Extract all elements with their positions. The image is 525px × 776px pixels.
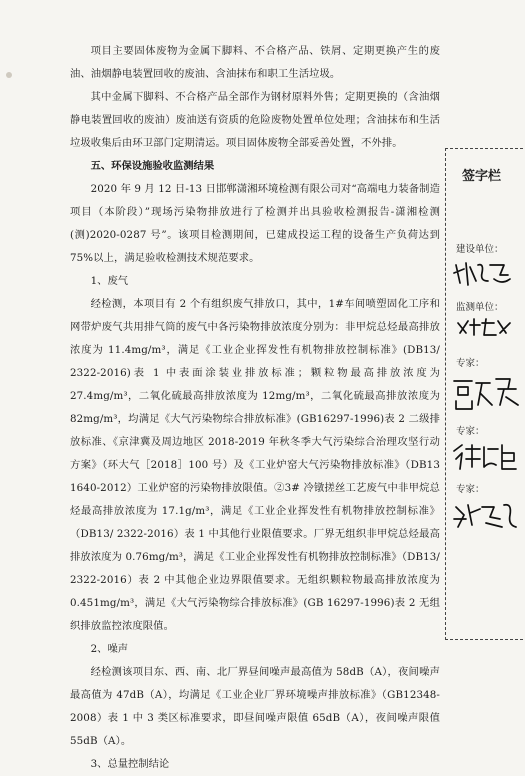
- signature-expert-2: [450, 439, 522, 475]
- document-body: [70, 40, 440, 776]
- subheading-noise: 2、噪声: [90, 643, 129, 655]
- label-expert-1: 专家：: [456, 358, 485, 369]
- label-monitoring-unit: 监测单位：: [456, 302, 504, 313]
- signature-monitoring-unit: [450, 313, 522, 343]
- signature-panel-title: 签字栏: [462, 169, 502, 184]
- paragraph-waste-gas: 经检测，本项目有 2 个有组织废气排放口，其中，1#车间喷塑固化工序和网带炉废气共用排气筒的废气中各污染物排放浓度分别为：非甲烷总烃最高排放浓度为 11.4mg/m³，满足《工业企业挥发性有机物排放控制标准》(DB13/ 2322-2016)表 1 中表面涂装业排放标准；颗粒物最高排放浓度为 27.4mg/m³，二氧化硫最高排放浓度为 12mg/m³，二氧化硫最高排放浓度为 82mg/m³，均满足《大气污染物综合排放标准》(GB16297-1996)表 2 二级排放标准、《京津冀及周边地区 2018-2019 年秋冬季大气污染综合治理攻坚行动方案》（环大气［2018］100 号）及《工业炉窑大气污染物排放标准》（DB13 1640-2012）工业炉窑的污染物排放限值。②3# 冷镦搓丝工艺废气中非甲烷总烃最高排放浓度为 17.1g/m³，满足《工业企业挥发性有机物排放控制标准》（DB13/ 2322-2016）表 1 中其他行业限值要求。厂界无组织非甲烷总烃最高排放浓度为 0.76mg/m³，满足《工业企业挥发性有机物排放控制标准》（DB13/ 2322-2016）表 2 中其他企业边界限值要求。无组织颗粒物最高排放浓度为 0.451mg/m³，满足《大气污染物综合排放标准》(GB 16297-1996)表 2 无组织排放监控浓度限值。: [70, 298, 440, 632]
- paragraph-monitoring-intro: 2020 年 9 月 12 日-13 日邯郸潇湘环境检测有限公司对“高端电力装备制造项目（本阶段）”现场污染物排放进行了检测并出具验收检测报告-潇湘检测(测)2020-0287 号”。该项目检测期间，已建成投运工程的设备生产负荷达到 75%以上，满足验收检测技术规范要求。: [70, 183, 440, 264]
- label-expert-2: 专家：: [456, 426, 485, 437]
- subheading-total-control: 3、总量控制结论: [90, 758, 170, 770]
- signature-expert-1: [450, 371, 522, 413]
- signature-expert-3: [450, 497, 522, 533]
- paragraph-noise: 经检测该项目东、西、南、北厂界昼间噪声最高值为 58dB（A），夜间噪声最高值为 47dB（A），均满足《工业企业厂界环境噪声排放标准》（GB12348-2008）表 1 中 3 类区标准要求，即昼间噪声限值 65dB（A），夜间噪声限值 55dB（A）。: [70, 666, 440, 747]
- signature-panel: [445, 148, 523, 640]
- paragraph-waste-disposal: 其中金属下脚料、不合格产品全部作为钢材原料外售；定期更换的（含油烟静电装置回收的废油）废油送有资质的危险废物处置单位处理；含油抹布和生活垃圾收集后由环卫部门定期清运。项目固体废物全部妥善处置，不外排。: [70, 91, 440, 149]
- subheading-waste-gas: 1、废气: [90, 275, 129, 287]
- paragraph-solid-waste: 项目主要固体废物为金属下脚料、不合格产品、铁屑、定期更换产生的废油、油烟静电装置回收的废油、含油抹布和职工生活垃圾。: [70, 45, 440, 80]
- signature-construction-unit: [450, 255, 522, 291]
- scan-mark: [6, 72, 12, 78]
- section-heading: 五、环保设施验收监测结果: [90, 160, 215, 172]
- label-expert-3: 专家：: [456, 484, 485, 495]
- label-construction-unit: 建设单位：: [456, 244, 504, 255]
